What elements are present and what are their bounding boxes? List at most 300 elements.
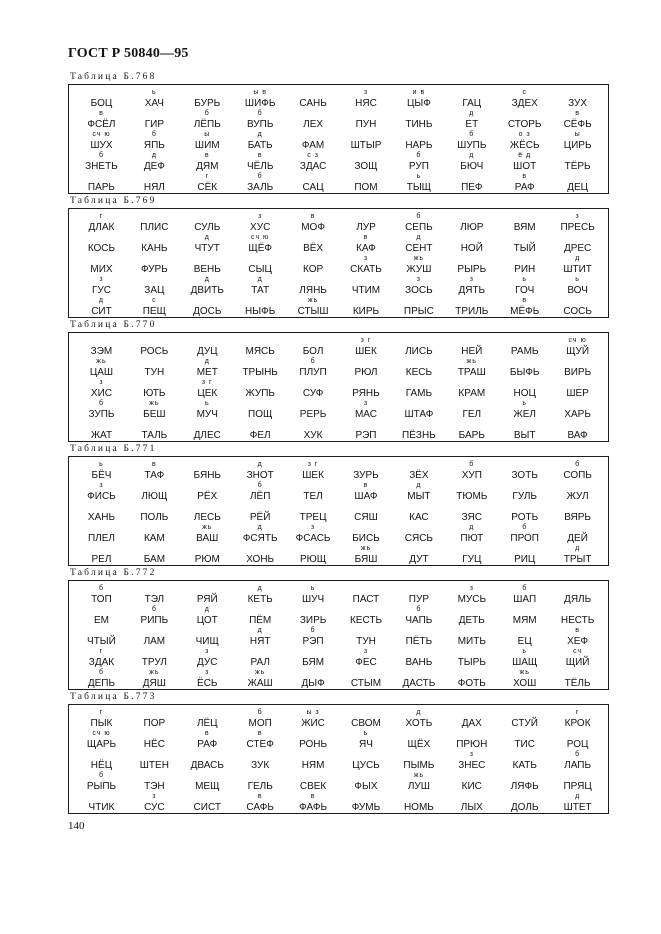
- table-row: [75, 709, 604, 729]
- phonetic-mark: б: [257, 709, 263, 716]
- word-cell: [75, 616, 128, 626]
- word-cell: [498, 585, 551, 605]
- word-cell: [340, 534, 393, 544]
- word-cell: [340, 513, 393, 523]
- word-cell: [551, 616, 604, 626]
- table-row: [75, 89, 604, 109]
- table-row: [75, 606, 604, 626]
- word-cell: [392, 709, 445, 729]
- word-cell: [128, 637, 181, 647]
- word-text: ЩЁХ: [407, 739, 431, 750]
- word-cell: [498, 740, 551, 750]
- word-cell: [75, 534, 128, 544]
- word-text: ГУЦ: [462, 554, 482, 565]
- word-cell: [128, 740, 181, 750]
- word-text: КЕТЬ: [247, 594, 273, 605]
- word-cell: [445, 658, 498, 668]
- word-cell: [392, 368, 445, 378]
- phonetic-mark: д: [204, 276, 210, 283]
- word-cell: [128, 223, 181, 233]
- word-text: ЯПЬ: [143, 140, 165, 151]
- word-text: ХОТЬ: [405, 718, 433, 729]
- word-text: ДЛЕС: [193, 430, 221, 441]
- word-text: ЗДАК: [88, 657, 115, 668]
- word-text: ЛЯНЬ: [299, 285, 327, 296]
- word-text: ФАМ: [301, 140, 325, 151]
- word-cell: [551, 276, 604, 296]
- word-cell: [287, 461, 340, 481]
- word-cell: [498, 513, 551, 523]
- word-cell: [287, 793, 340, 813]
- phonetic-mark: ь: [99, 461, 104, 468]
- word-text: ЛЫХ: [460, 802, 483, 813]
- word-cell: [128, 368, 181, 378]
- word-cell: [181, 99, 234, 109]
- word-text: НЫФЬ: [245, 306, 276, 317]
- word-cell: [287, 347, 340, 357]
- word-text: ХАРЬ: [564, 409, 591, 420]
- word-cell: [340, 286, 393, 296]
- word-cell: [181, 173, 234, 193]
- phonetic-mark: жь: [149, 669, 160, 676]
- phonetic-mark: з: [469, 751, 474, 758]
- word-cell: [75, 585, 128, 605]
- word-text: МУЧ: [196, 409, 218, 420]
- word-cell: [234, 389, 287, 399]
- word-text: КОР: [302, 264, 324, 275]
- word-text: ЗОСЬ: [405, 285, 433, 296]
- word-cell: [234, 89, 287, 109]
- phonetic-mark: з: [205, 648, 210, 655]
- word-cell: [340, 648, 393, 668]
- phonetic-mark: з: [363, 648, 369, 655]
- word-text: СТЫШ: [297, 306, 329, 317]
- word-text: БАТЬ: [247, 140, 273, 151]
- word-cell: [75, 761, 128, 771]
- word-text: ТЫЙ: [513, 243, 536, 254]
- phonetic-mark: сч ю: [251, 234, 270, 241]
- word-cell: [498, 120, 551, 130]
- word-cell: [181, 234, 234, 254]
- phonetic-mark: д: [257, 131, 263, 138]
- phonetic-mark: г: [575, 709, 580, 716]
- word-cell: [234, 730, 287, 750]
- word-text: ЛЯФЬ: [510, 781, 539, 792]
- word-text: ПАРЬ: [87, 182, 115, 193]
- word-cell: [75, 152, 128, 172]
- word-cell: [392, 679, 445, 689]
- word-text: СУС: [144, 802, 165, 813]
- phonetic-mark: з г: [360, 337, 372, 344]
- word-text: ТЭЛ: [144, 594, 165, 605]
- word-cell: [181, 110, 234, 130]
- word-cell: [551, 793, 604, 813]
- word-text: БИСЬ: [352, 533, 380, 544]
- word-text: ТИНЬ: [405, 119, 433, 130]
- word-table: [68, 208, 609, 318]
- word-cell: [75, 482, 128, 502]
- word-text: РИПЬ: [140, 615, 169, 626]
- word-text: ЛУШ: [407, 781, 430, 792]
- word-cell: [445, 358, 498, 378]
- word-cell: [287, 627, 340, 647]
- word-cell: [234, 173, 287, 193]
- word-cell: [392, 234, 445, 254]
- word-cell: [181, 719, 234, 729]
- word-cell: [498, 347, 551, 357]
- word-cell: [287, 297, 340, 317]
- word-text: ЛЮР: [460, 222, 484, 233]
- phonetic-mark: с з: [307, 152, 319, 159]
- phonetic-mark: в: [310, 793, 316, 800]
- word-text: БАМ: [143, 554, 166, 565]
- word-text: НЁЦ: [90, 760, 113, 771]
- phonetic-mark: жь: [413, 772, 425, 779]
- word-text: КАТЬ: [512, 760, 537, 771]
- phonetic-mark: в: [152, 461, 157, 468]
- word-cell: [498, 131, 551, 151]
- phonetic-mark: в: [575, 627, 580, 634]
- word-cell: [287, 410, 340, 420]
- phonetic-mark: жь: [466, 358, 477, 365]
- word-text: ШАЩ: [512, 657, 538, 668]
- word-cell: [234, 782, 287, 792]
- word-text: ДЛАК: [88, 222, 115, 233]
- word-cell: [181, 513, 234, 523]
- word-text: ЗАЦ: [144, 285, 165, 296]
- word-text: ДЯШ: [142, 678, 166, 689]
- word-cell: [392, 89, 445, 109]
- word-text: ЕТ: [465, 119, 479, 130]
- word-cell: [128, 793, 181, 813]
- word-text: МЯМ: [512, 615, 537, 626]
- word-text: ДЕЙ: [567, 533, 588, 544]
- table-caption: Таблица Б.773: [70, 692, 157, 702]
- phonetic-mark: б: [98, 152, 104, 159]
- table-row: [75, 513, 604, 523]
- word-cell: [287, 761, 340, 771]
- word-cell: [445, 524, 498, 544]
- word-text: ГУЛЬ: [512, 491, 537, 502]
- word-cell: [75, 669, 128, 689]
- word-cell: [181, 276, 234, 296]
- word-cell: [340, 400, 393, 420]
- word-text: ПРОП: [510, 533, 539, 544]
- word-text: КЕСТЬ: [349, 615, 383, 626]
- word-text: СЁФЬ: [563, 119, 592, 130]
- word-cell: [287, 513, 340, 523]
- page-number: 140: [68, 820, 85, 832]
- word-text: ЗУК: [251, 760, 270, 771]
- word-cell: [445, 110, 498, 130]
- word-text: ТЮМЬ: [456, 491, 488, 502]
- phonetic-mark: в: [99, 110, 104, 117]
- phonetic-mark: з: [205, 669, 210, 676]
- word-cell: [551, 368, 604, 378]
- word-cell: [340, 89, 393, 109]
- word-text: НАРЬ: [405, 140, 433, 151]
- table-row: [75, 276, 604, 296]
- table-row: [75, 627, 604, 647]
- word-cell: [287, 658, 340, 668]
- word-text: РЕРЬ: [299, 409, 327, 420]
- word-text: СУЛЬ: [194, 222, 221, 233]
- word-text: ДЯЛЬ: [564, 594, 592, 605]
- word-cell: [551, 244, 604, 254]
- word-text: ШУЧ: [301, 594, 325, 605]
- word-cell: [498, 244, 551, 254]
- word-cell: [234, 793, 287, 813]
- phonetic-mark: о з: [518, 131, 531, 138]
- phonetic-mark: ь: [522, 276, 528, 283]
- word-cell: [128, 244, 181, 254]
- word-cell: [551, 740, 604, 750]
- word-cell: [392, 803, 445, 813]
- word-cell: [234, 524, 287, 544]
- word-cell: [340, 637, 393, 647]
- phonetic-mark: д: [204, 234, 210, 241]
- word-text: ТЫРЬ: [457, 657, 486, 668]
- word-text: ШУХ: [90, 140, 113, 151]
- word-text: ШТЫР: [350, 140, 382, 151]
- word-cell: [181, 431, 234, 441]
- word-cell: [392, 772, 445, 792]
- phonetic-mark: в: [363, 234, 369, 241]
- word-cell: [392, 471, 445, 481]
- word-cell: [181, 730, 234, 750]
- word-cell: [234, 555, 287, 565]
- word-text: ПУН: [355, 119, 377, 130]
- word-cell: [551, 213, 604, 233]
- phonetic-mark: б: [151, 606, 157, 613]
- word-text: ЧТИК: [88, 802, 115, 813]
- word-text: ЖЁСЬ: [509, 140, 540, 151]
- word-cell: [340, 120, 393, 130]
- word-cell: [75, 110, 128, 130]
- word-text: ЩУЙ: [566, 346, 590, 357]
- word-cell: [128, 669, 181, 689]
- word-text: СТУЙ: [511, 718, 538, 729]
- word-text: БЫФЬ: [509, 367, 540, 378]
- word-cell: [392, 347, 445, 357]
- word-cell: [498, 152, 551, 172]
- word-cell: [234, 368, 287, 378]
- word-cell: [340, 616, 393, 626]
- word-cell: [181, 152, 234, 172]
- phonetic-mark: и в: [412, 89, 426, 96]
- phonetic-mark: д: [575, 545, 581, 552]
- word-cell: [75, 358, 128, 378]
- word-text: РЁЙ: [249, 512, 271, 523]
- word-text: НЁС: [143, 739, 165, 750]
- word-cell: [128, 492, 181, 502]
- word-text: СВОМ: [351, 718, 381, 729]
- word-text: ЗНОТ: [246, 470, 274, 481]
- word-text: КРАМ: [458, 388, 486, 399]
- word-cell: [498, 265, 551, 275]
- word-cell: [392, 534, 445, 544]
- document-header: ГОСТ Р 50840—95: [68, 46, 189, 61]
- phonetic-mark: в: [522, 297, 528, 304]
- word-text: ЦОТ: [196, 615, 218, 626]
- word-text: ФСЯТЬ: [242, 533, 278, 544]
- table-caption: Таблица Б.771: [70, 444, 157, 454]
- word-cell: [498, 782, 551, 792]
- phonetic-mark: в: [363, 482, 369, 489]
- word-cell: [551, 162, 604, 172]
- word-cell: [128, 131, 181, 151]
- phonetic-mark: ы з: [306, 709, 320, 716]
- word-text: БАРЬ: [458, 430, 485, 441]
- word-text: ВАШ: [196, 533, 219, 544]
- word-text: ШАП: [513, 594, 537, 605]
- phonetic-mark: г: [99, 213, 104, 220]
- table-row: [75, 110, 604, 130]
- word-cell: [392, 740, 445, 750]
- word-text: ВЯРЬ: [564, 512, 591, 523]
- phonetic-mark: г: [99, 709, 104, 716]
- word-text: КАФ: [356, 243, 376, 254]
- word-cell: [128, 782, 181, 792]
- table-row: [75, 173, 604, 193]
- word-text: ШЕК: [355, 346, 377, 357]
- word-cell: [128, 431, 181, 441]
- word-text: СТЫМ: [350, 678, 382, 689]
- word-cell: [75, 431, 128, 441]
- word-cell: [551, 307, 604, 317]
- word-cell: [498, 431, 551, 441]
- word-text: ПЕФ: [461, 182, 483, 193]
- word-text: РАФ: [197, 739, 218, 750]
- word-text: ГИР: [144, 119, 164, 130]
- word-text: ЩИЙ: [565, 657, 590, 668]
- word-cell: [498, 803, 551, 813]
- phonetic-mark: з: [575, 213, 580, 220]
- phonetic-mark: з: [99, 379, 104, 386]
- word-cell: [340, 368, 393, 378]
- phonetic-mark: д: [257, 585, 263, 592]
- word-text: ДЯМ: [196, 161, 219, 172]
- word-text: ПРЯЦ: [563, 781, 592, 792]
- phonetic-mark: б: [522, 524, 528, 531]
- word-text: СЕПЬ: [405, 222, 433, 233]
- table-row: [75, 337, 604, 357]
- word-cell: [181, 782, 234, 792]
- word-cell: [234, 669, 287, 689]
- word-cell: [445, 389, 498, 399]
- word-cell: [340, 141, 393, 151]
- phonetic-mark: з: [363, 89, 369, 96]
- phonetic-mark: з: [363, 400, 369, 407]
- word-cell: [392, 389, 445, 399]
- phonetic-mark: д: [204, 358, 210, 365]
- word-text: ФИСЬ: [87, 491, 116, 502]
- word-text: ФАФЬ: [299, 802, 328, 813]
- word-cell: [181, 307, 234, 317]
- word-cell: [287, 524, 340, 544]
- phonetic-mark: б: [522, 585, 528, 592]
- word-cell: [181, 803, 234, 813]
- word-cell: [234, 461, 287, 481]
- word-text: НОЦ: [513, 388, 536, 399]
- word-cell: [392, 213, 445, 233]
- phonetic-mark: з: [416, 276, 421, 283]
- word-cell: [287, 616, 340, 626]
- word-cell: [340, 307, 393, 317]
- word-cell: [234, 410, 287, 420]
- phonetic-mark: б: [469, 131, 475, 138]
- word-table: [68, 84, 609, 194]
- word-text: ДЕФ: [143, 161, 165, 172]
- word-cell: [392, 482, 445, 502]
- word-text: ТРЕЦ: [299, 512, 327, 523]
- word-text: РЮЩ: [300, 554, 327, 565]
- word-text: БОЛ: [302, 346, 324, 357]
- word-cell: [445, 183, 498, 193]
- phonetic-mark: б: [204, 110, 210, 117]
- word-text: РИЦ: [514, 554, 536, 565]
- word-cell: [392, 555, 445, 565]
- word-text: ТОП: [91, 594, 112, 605]
- word-cell: [551, 461, 604, 481]
- word-text: ГАЦ: [462, 98, 482, 109]
- word-cell: [181, 648, 234, 668]
- word-text: ВЕНЬ: [193, 264, 221, 275]
- word-text: БЕШ: [143, 409, 166, 420]
- phonetic-mark: д: [575, 255, 581, 262]
- word-text: ТУН: [356, 636, 376, 647]
- word-text: ТРЫТ: [563, 554, 592, 565]
- phonetic-mark: в: [204, 152, 210, 159]
- word-cell: [340, 545, 393, 565]
- phonetic-mark: ы в: [253, 89, 268, 96]
- word-cell: [340, 719, 393, 729]
- phonetic-mark: д: [257, 627, 263, 634]
- word-text: НЯЛ: [143, 182, 165, 193]
- word-cell: [234, 276, 287, 296]
- word-cell: [234, 110, 287, 130]
- word-text: ДОЛЬ: [510, 802, 539, 813]
- phonetic-mark: б: [469, 461, 475, 468]
- word-text: ЧЁЛЬ: [246, 161, 274, 172]
- word-text: НЯМ: [301, 760, 325, 771]
- word-cell: [498, 492, 551, 502]
- phonetic-mark: сч: [573, 648, 583, 655]
- word-text: ЗУРЬ: [353, 470, 379, 481]
- word-text: МИХ: [90, 264, 113, 275]
- word-cell: [287, 555, 340, 565]
- word-text: ВИРЬ: [564, 367, 592, 378]
- word-text: ПЁТЬ: [405, 636, 433, 647]
- phonetic-mark: г: [99, 648, 104, 655]
- table-row: [75, 524, 604, 544]
- word-cell: [234, 482, 287, 502]
- word-text: ВОЧ: [567, 285, 588, 296]
- table-row: [75, 131, 604, 151]
- word-text: ФСАСЬ: [295, 533, 331, 544]
- word-table: [68, 580, 609, 690]
- word-text: ХУК: [303, 430, 323, 441]
- word-cell: [75, 709, 128, 729]
- phonetic-mark: б: [98, 585, 104, 592]
- word-cell: [445, 555, 498, 565]
- word-cell: [75, 276, 128, 296]
- word-text: ДУТ: [409, 554, 429, 565]
- phonetic-mark: з: [258, 213, 263, 220]
- word-cell: [181, 606, 234, 626]
- word-cell: [498, 223, 551, 233]
- word-text: ЦЫФ: [406, 98, 431, 109]
